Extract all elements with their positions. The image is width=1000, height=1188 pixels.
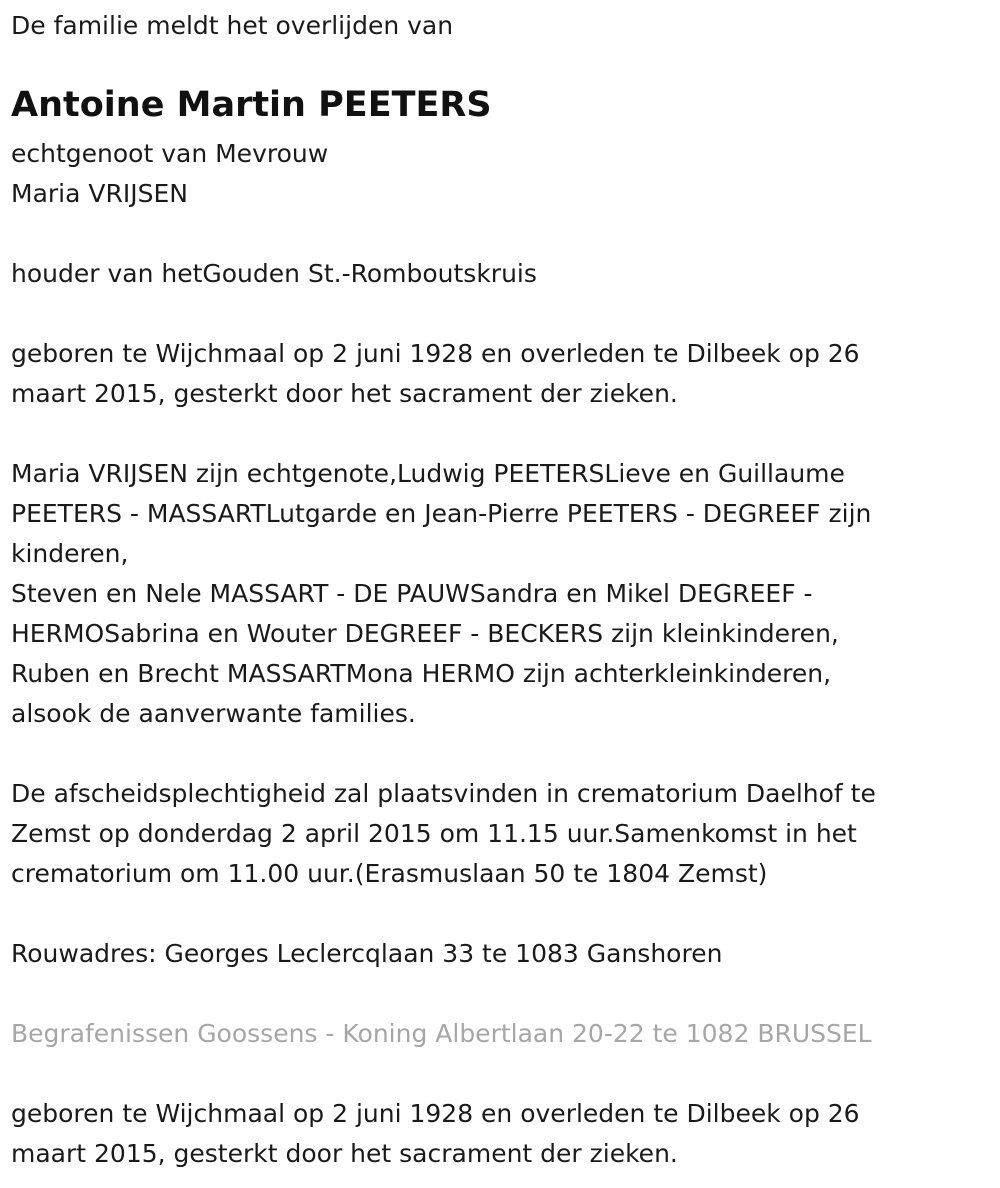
birth-death-line: geboren te Wijchmaal op 2 juni 1928 en overleden te Dilbeek op 26 [11,339,860,368]
birth-death-paragraph [11,334,961,414]
ceremony-line: Zemst op donderdag 2 april 2015 om 11.15 uur.Samenkomst in het [11,819,857,848]
birth-death-repeat-line: geboren te Wijchmaal op 2 juni 1928 en overleden te Dilbeek op 26 [11,1099,860,1128]
spouse-line-2: Maria VRIJSEN [11,179,188,208]
family-line: kinderen, [11,539,129,568]
deceased-name: Antoine Martin PEETERS [11,85,492,125]
ceremony-paragraph [11,774,961,894]
birth-death-repeat-line: maart 2015, gesterkt door het sacrament der zieken. [11,1139,678,1168]
family-line: PEETERS - MASSARTLutgarde en Jean-Pierre PEETERS - DEGREEF zijn [11,499,872,528]
family-paragraph [11,454,961,734]
mourning-address: Rouwadres: Georges Leclercqlaan 33 te 1083 Ganshoren [11,939,723,968]
family-line: Ruben en Brecht MASSARTMona HERMO zijn achterkleinkinderen, [11,659,832,688]
ceremony-line: De afscheidsplechtigheid zal plaatsvinden in crematorium Daelhof te [11,779,876,808]
intro-text: De familie meldt het overlijden van [11,11,454,40]
spouse-line-1: echtgenoot van Mevrouw [11,139,329,168]
birth-death-line: maart 2015, gesterkt door het sacrament der zieken. [11,379,678,408]
family-line: alsook de aanverwante families. [11,699,416,728]
family-line: HERMOSabrina en Wouter DEGREEF - BECKERS zijn kleinkinderen, [11,619,839,648]
ceremony-line: crematorium om 11.00 uur.(Erasmuslaan 50 te 1804 Zemst) [11,859,768,888]
undertaker-text: Begrafenissen Goossens - Koning Albertlaan 20-22 te 1082 BRUSSEL [11,1019,872,1048]
family-line: Maria VRIJSEN zijn echtgenote,Ludwig PEETERSLieve en Guillaume [11,459,845,488]
honour-text: houder van hetGouden St.-Romboutskruis [11,259,537,288]
birth-death-repeat-paragraph [11,1094,961,1174]
family-line: Steven en Nele MASSART - DE PAUWSandra en Mikel DEGREEF - [11,579,813,608]
